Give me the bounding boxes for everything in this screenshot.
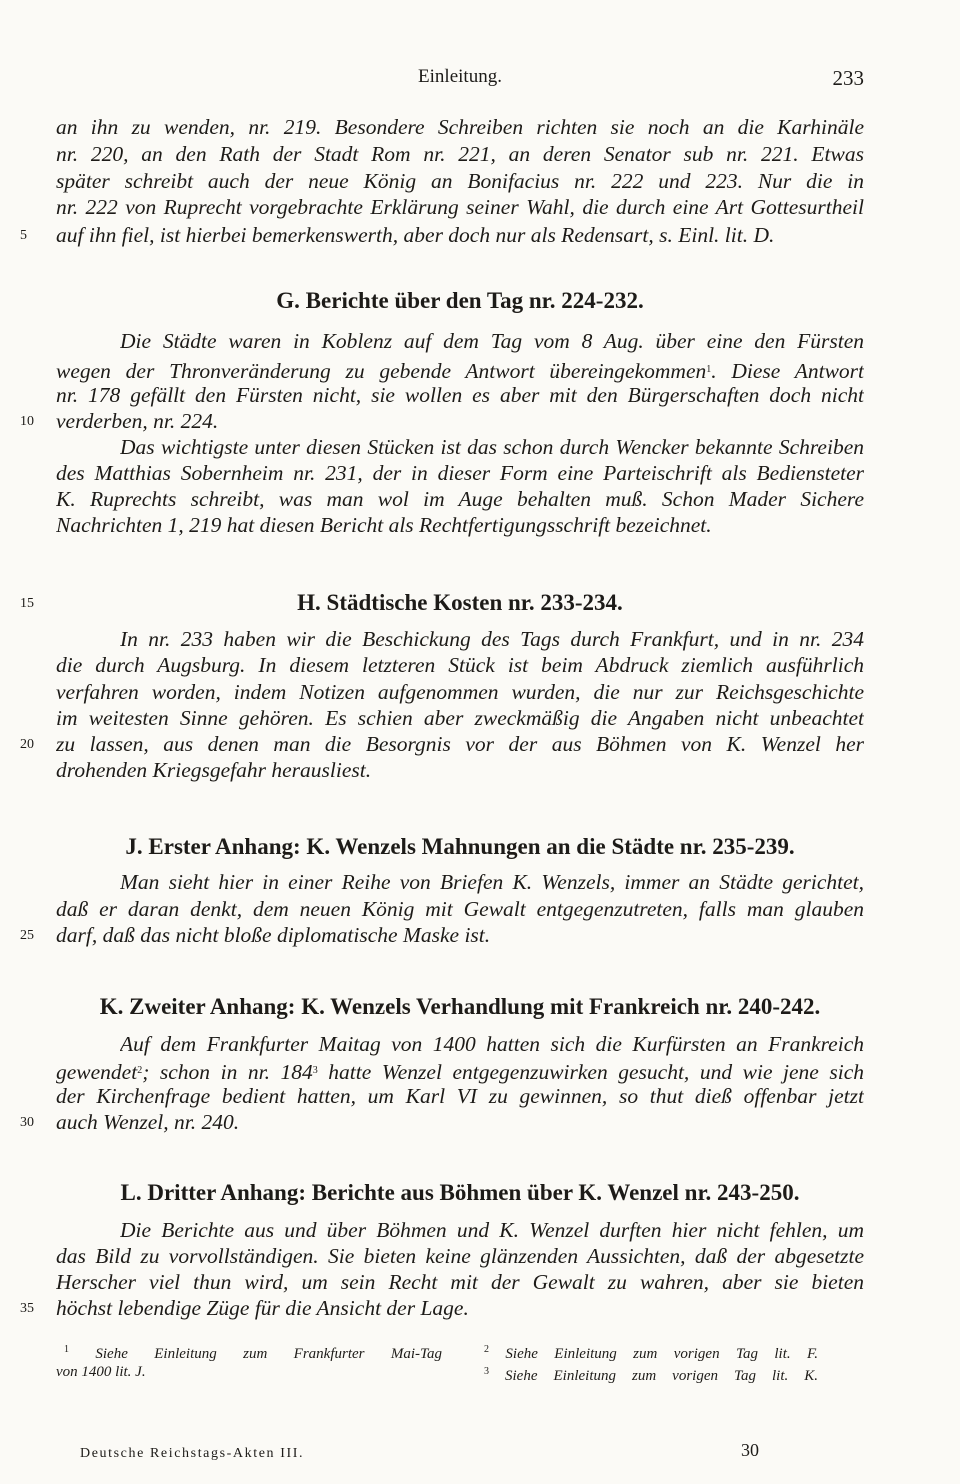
footnote-text: Siehe Einleitung zum vorigen Tag lit. K. [505, 1368, 818, 1384]
line-number: 10 [20, 414, 34, 429]
text-line: Das wichtigste unter diesen Stücken ist das schon durch Wencker bekannte Schreiben [120, 435, 864, 459]
footnote-marker: 1 [706, 364, 712, 375]
footnote-marker: 3 [312, 1065, 318, 1076]
text-line: daß er daran denkt, dem neuen König mit Gewalt entgegenzutreten, falls man glauben [56, 897, 864, 921]
text-line: darf, daß das nicht bloße diplomatische Maske ist. [56, 923, 491, 947]
text-line: später schreibt auch der neue König an Bonifacius nr. 222 und 223. Nur die in [56, 169, 864, 193]
text-line: die durch Augsburg. In diesem letzteren Stück ist beim Abdruck ziemlich ausführlich [56, 653, 864, 677]
page-number: 233 [832, 66, 864, 90]
text-line: drohenden Kriegsgefahr herausliest. [56, 758, 372, 782]
series-signature: Deutsche Reichstags-Akten III. [80, 1446, 305, 1461]
line-number: 30 [20, 1115, 34, 1130]
text-run: wegen der Thronveränderung zu gebende Antwort übereingekommen [56, 359, 707, 383]
text-line: auch Wenzel, nr. 240. [56, 1110, 240, 1134]
text-line: höchst lebendige Züge für die Ansicht der Lage. [56, 1296, 469, 1320]
running-header [56, 66, 864, 100]
running-title: Einleitung. [418, 66, 502, 87]
text-line: des Matthias Sobernheim nr. 231, der in dieser Form eine Parteischrift als Bediensteter [56, 461, 864, 485]
footnote-marker: 2 [484, 1344, 489, 1355]
line-number: 15 [20, 596, 34, 611]
text-line: verderben, nr. 224. [56, 409, 219, 433]
text-line: Nachrichten 1, 219 hat diesen Bericht als Rechtfertigungsschrift bezeichnet. [56, 513, 712, 537]
text-line: Man sieht hier in einer Reihe von Briefen K. Wenzels, immer an Städte gerichtet, [120, 870, 864, 894]
text-run: hatte Wenzel entgegenzuwirken gesucht, und wie jene sich [317, 1060, 864, 1084]
text-line: Die Städte waren in Koblenz auf dem Tag vom 8 Aug. über eine den Fürsten [120, 329, 864, 353]
text-line: nr. 220, an den Rath der Stadt Rom nr. 221, an deren Senator sub nr. 221. Etwas [56, 142, 864, 166]
text-line: nr. 178 gefällt den Fürsten nicht, sie wollen es aber mit den Bürgerschaften doch nicht [56, 383, 864, 407]
text-line: In nr. 233 haben wir die Beschickung des Tags durch Frankfurt, und in nr. 234 [120, 627, 864, 651]
text-run: Diese Antwort [731, 359, 864, 383]
sheet-number: 30 [741, 1440, 759, 1460]
text-line: an ihn zu wenden, nr. 219. Besondere Schreiben richten sie noch an die Karhinäle [56, 115, 864, 139]
footnote-text: Siehe Einleitung zum Frankfurter Mai-Tag [95, 1346, 442, 1362]
text-run: gewendet [56, 1060, 138, 1084]
line-number: 25 [20, 928, 34, 943]
section-heading: L. Dritter Anhang: Berichte aus Böhmen über K. Wenzel nr. 243-250. [120, 1180, 800, 1205]
section-heading: G. Berichte über den Tag nr. 224-232. [276, 288, 644, 313]
section-heading: K. Zweiter Anhang: K. Wenzels Verhandlung mit Frankreich nr. 240-242. [99, 994, 821, 1019]
footnote-marker: 3 [484, 1366, 489, 1377]
section-heading: J. Erster Anhang: K. Wenzels Mahnungen an die Städte nr. 235-239. [125, 834, 795, 859]
footnote-text: Siehe Einleitung zum vorigen Tag lit. F. [505, 1346, 818, 1362]
text-line: auf ihn fiel, ist hierbei bemerkenswerth, aber doch nur als Redensart, s. Einl. lit. D. [56, 223, 775, 247]
text-line: nr. 222 von Ruprecht vorgebrachte Erklärung seiner Wahl, die durch eine Art Gottesurtheil [56, 195, 864, 219]
text-run: ; schon in nr. 184 [142, 1060, 313, 1084]
text-line: das Bild zu vorvollständigen. Sie bieten keine glänzenden Aussichten, daß der abgesetzte [56, 1244, 864, 1268]
text-line: der Kirchenfrage bedient hatten, um Karl VI zu gewinnen, so thut dieß offenbar jetzt [56, 1084, 864, 1108]
line-number: 5 [20, 228, 27, 243]
text-line [56, 1057, 864, 1086]
text-line: zu lassen, aus denen man die Besorgnis vor der aus Böhmen von K. Wenzel her [56, 732, 864, 756]
text-line: verfahren worden, indem Notizen aufgenommen wurden, die nur zur Reichsgeschichte [56, 680, 864, 704]
text-line: im weitesten Sinne gehören. Es schien aber zweckmäßig die Angaben nicht unbeachtet [56, 706, 864, 730]
text-line: Herscher viel thun wird, um sein Recht mit der Gewalt zu wahren, aber sie bieten [56, 1270, 864, 1294]
line-number: 20 [20, 737, 34, 752]
line-number: 35 [20, 1301, 34, 1316]
text-line: Die Berichte aus und über Böhmen und K. Wenzel durften hier nicht fehlen, um [120, 1218, 864, 1242]
footnote-1-cont: von 1400 lit. J. [56, 1364, 146, 1380]
text-line: wegen der Thronveränderung zu gebende Antwort übereingekommen$^1$. Diese Antwort [56, 359, 864, 383]
footnote-3 [484, 1361, 818, 1387]
section-heading: H. Städtische Kosten nr. 233-234. [297, 590, 623, 615]
footnote-marker: 2 [137, 1065, 143, 1076]
footnote-marker: 1 [64, 1344, 69, 1355]
text-line: Auf dem Frankfurter Maitag von 1400 hatten sich die Kurfürsten an Frankreich [120, 1032, 864, 1056]
text-line: K. Ruprechts schreibt, was man wol im Auge behalten muß. Schon Mader Sichere [56, 487, 864, 511]
